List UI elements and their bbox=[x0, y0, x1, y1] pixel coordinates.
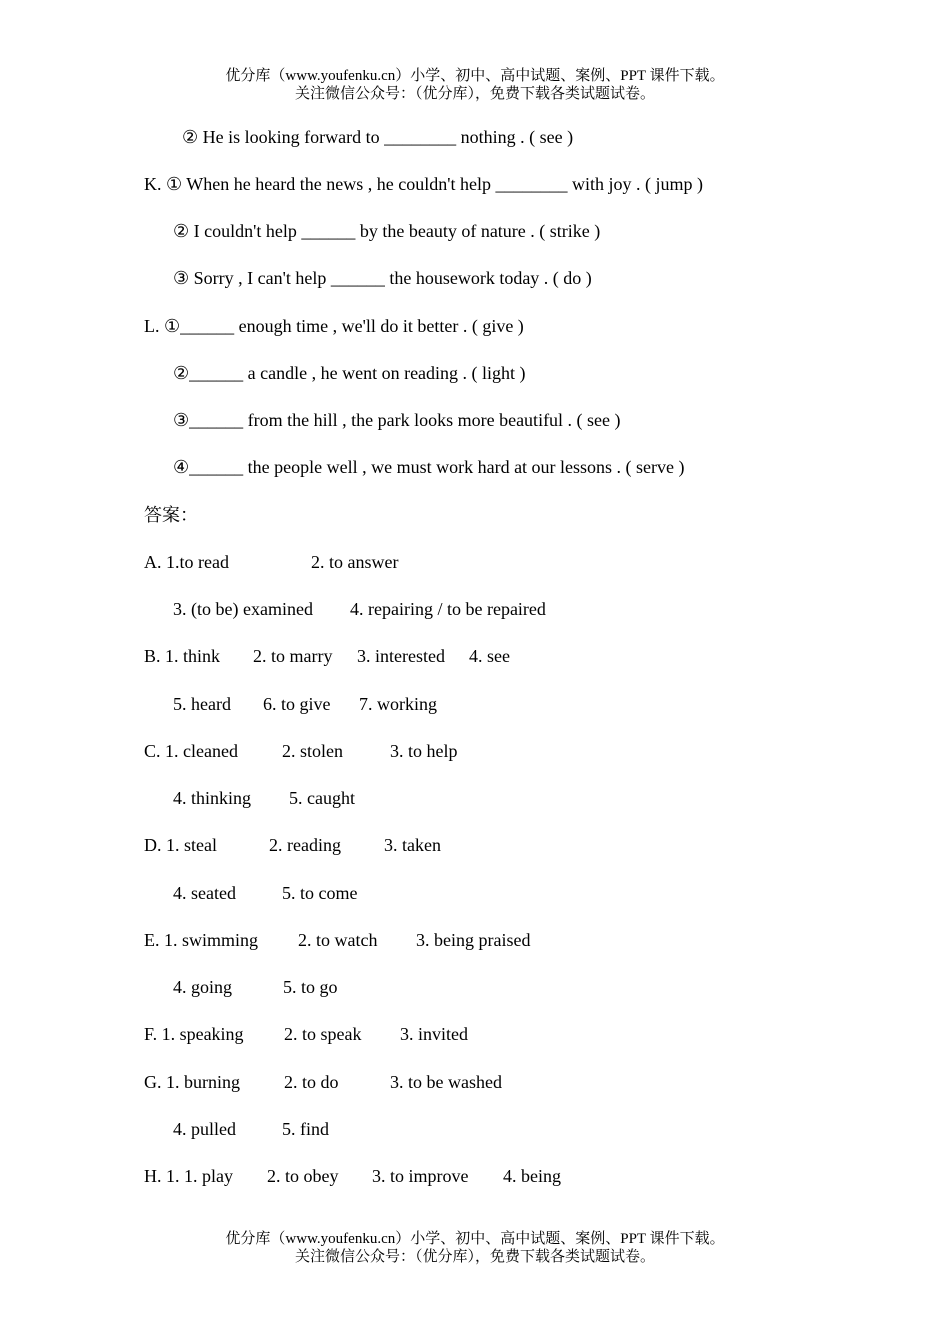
question-l-3: ③______ from the hill , the park looks more beautiful . ( see ) bbox=[173, 410, 621, 430]
answer-b-7: 7. working bbox=[359, 694, 437, 714]
answer-c-3: 3. to help bbox=[390, 741, 458, 761]
answer-f-2: 2. to speak bbox=[284, 1024, 362, 1044]
answer-e-3: 3. being praised bbox=[416, 930, 531, 950]
answer-g-4: 4. pulled bbox=[173, 1119, 236, 1139]
page-header bbox=[0, 67, 950, 103]
answer-g-3: 3. to be washed bbox=[390, 1072, 502, 1092]
answer-c-2: 2. stolen bbox=[282, 741, 343, 761]
question-j-2: ② He is looking forward to ________ nothing . ( see ) bbox=[182, 127, 574, 147]
answer-d-3: 3. taken bbox=[384, 835, 441, 855]
answer-b-3: 3. interested bbox=[357, 646, 445, 666]
answer-c-5: 5. caught bbox=[289, 788, 355, 808]
answer-e-5: 5. to go bbox=[283, 977, 338, 997]
answer-f-1: F. 1. speaking bbox=[144, 1024, 244, 1044]
answer-d-1: D. 1. steal bbox=[144, 835, 217, 855]
answer-b-1: B. 1. think bbox=[144, 646, 221, 666]
question-k-2: ② I couldn't help ______ by the beauty of nature . ( strike ) bbox=[173, 221, 601, 241]
answers-heading: 答案： bbox=[144, 505, 198, 525]
answer-a-2: 2. to answer bbox=[311, 552, 399, 572]
answer-e-1: E. 1. swimming bbox=[144, 930, 259, 950]
footer-line-2: 关注微信公众号：（优分库），免费下载各类试题试卷。 bbox=[294, 1249, 655, 1265]
question-l-2: ②______ a candle , he went on reading . ( light ) bbox=[173, 363, 526, 383]
answer-c-1: C. 1. cleaned bbox=[144, 741, 238, 761]
answer-e-2: 2. to watch bbox=[298, 930, 378, 950]
header-line-2: 关注微信公众号：（优分库），免费下载各类试题试卷。 bbox=[294, 86, 655, 102]
answer-b-6: 6. to give bbox=[263, 694, 331, 714]
answer-d-4: 4. seated bbox=[173, 883, 236, 903]
answer-g-5: 5. find bbox=[282, 1119, 329, 1139]
answer-b-2: 2. to marry bbox=[253, 646, 333, 666]
page-footer bbox=[0, 1230, 950, 1266]
answer-g-1: G. 1. burning bbox=[144, 1072, 240, 1092]
question-k-1: K. ① When he heard the news , he couldn't help ________ with joy . ( jump ) bbox=[144, 174, 703, 194]
answer-h-4: 4. being bbox=[503, 1166, 561, 1186]
answer-b-4: 4. see bbox=[469, 646, 510, 666]
answer-h-2: 2. to obey bbox=[267, 1166, 339, 1186]
question-l-4: ④______ the people well , we must work hard at our lessons . ( serve ) bbox=[173, 457, 685, 477]
answer-h-1: H. 1. 1. play bbox=[144, 1166, 233, 1186]
answer-a-4: 4. repairing / to be repaired bbox=[350, 599, 546, 619]
answer-d-5: 5. to come bbox=[282, 883, 358, 903]
question-k-3: ③ Sorry , I can't help ______ the housework today . ( do ) bbox=[173, 268, 592, 288]
answer-a-3: 3. (to be) examined bbox=[173, 599, 313, 619]
answer-b-5: 5. heard bbox=[173, 694, 231, 714]
answer-f-3: 3. invited bbox=[400, 1024, 468, 1044]
answer-h-3: 3. to improve bbox=[372, 1166, 469, 1186]
header-line-1: 优分库（www.youfenku.cn）小学、初中、高中试题、案例、PPT 课件下载。 bbox=[225, 68, 725, 84]
answer-c-4: 4. thinking bbox=[173, 788, 252, 808]
footer-line-1: 优分库（www.youfenku.cn）小学、初中、高中试题、案例、PPT 课件下载。 bbox=[225, 1231, 725, 1247]
question-l-1: L. ①______ enough time , we'll do it better . ( give ) bbox=[144, 316, 524, 336]
answer-d-2: 2. reading bbox=[269, 835, 341, 855]
answer-e-4: 4. going bbox=[173, 977, 233, 997]
answer-g-2: 2. to do bbox=[284, 1072, 339, 1092]
answer-a-1: A. 1.to read bbox=[144, 552, 229, 572]
